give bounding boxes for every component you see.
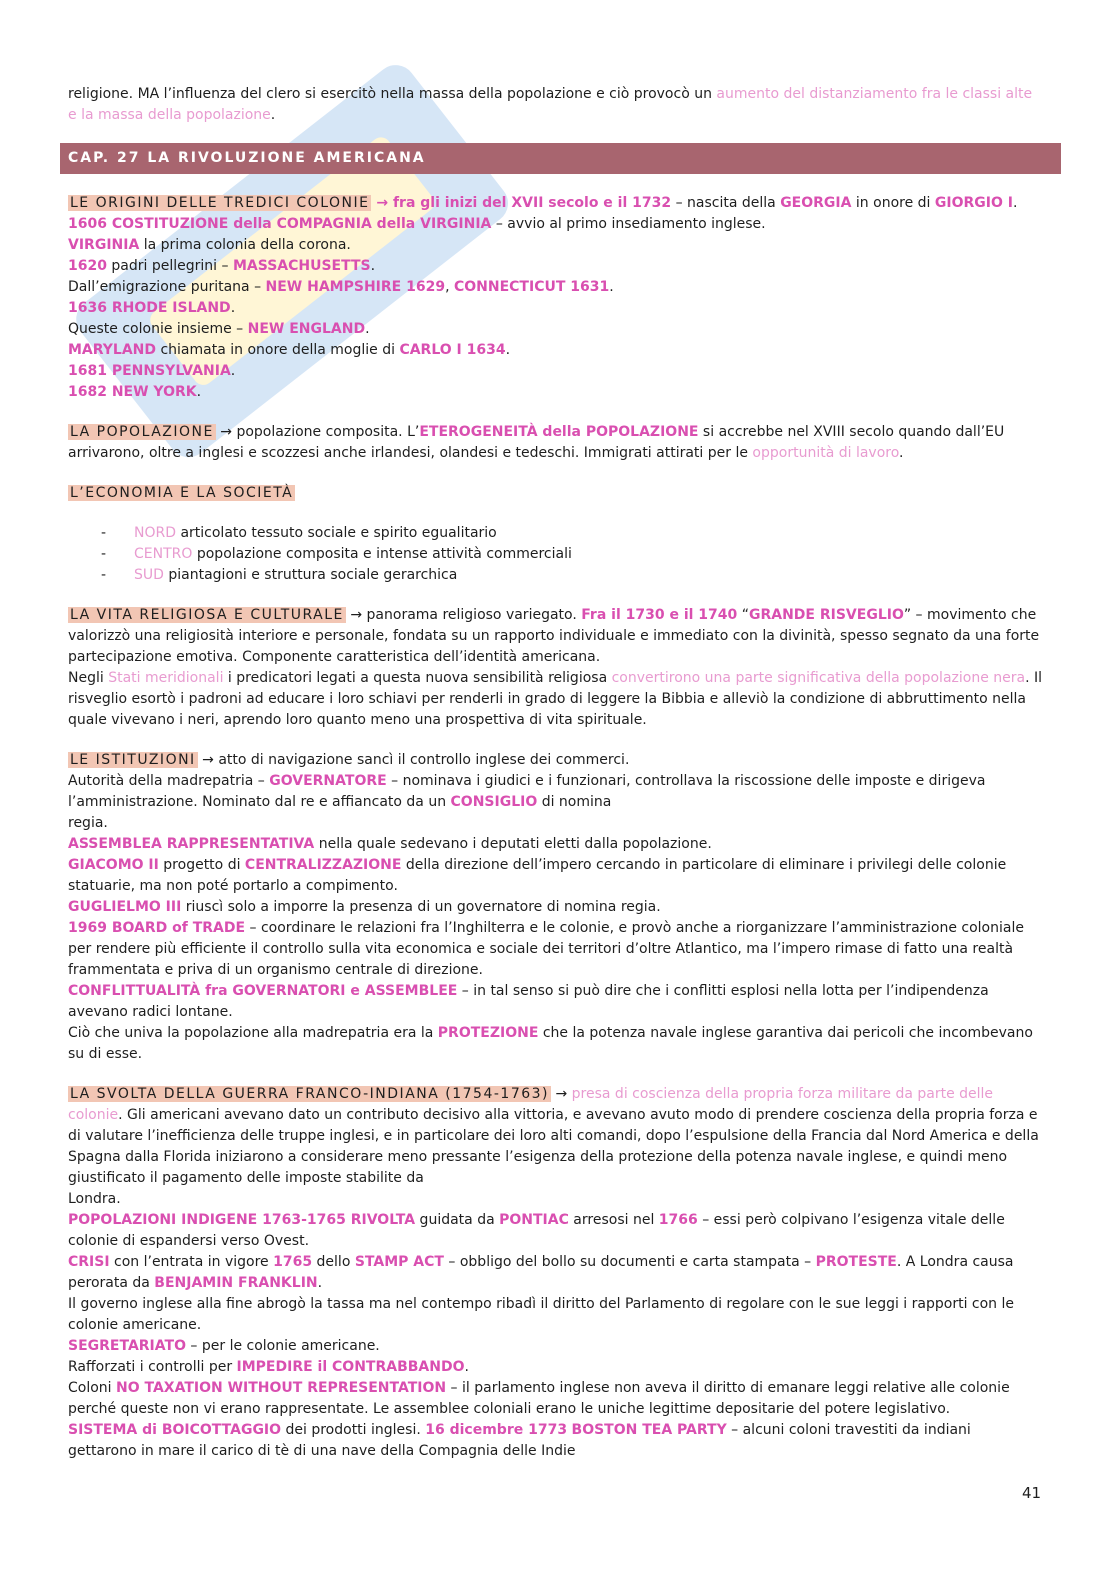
intro-paragraph: religione. MA l’influenza del clero si esercitò nella massa della popolazione e ciò provocò un aumento del distanziamento fra le classi alte e la massa della popolazione. — [68, 86, 1033, 123]
svolta-paragraph: LA SVOLTA DELLA GUERRA FRANCO-INDIANA (1754-1763) → presa di coscienza della propria forza militare da parte delle colonie. Gli americani avevano dato un contributo decisivo alla vittoria, e avevano avuto modo di prendere coscienza della propria forza e di valutare l’inefficienza delle truppe inglesi, e in particolare dei loro alti comandi, dopo l’espulsione della Francia dal Nord America e della Spagna dalla Florida iniziarono a considerare meno pressante l’esigenza della protezione della potenza navale inglese, e quindi meno giustificato il pagamento delle imposte stabilite da — [68, 1086, 1039, 1186]
religiosa-paragraph: LA VITA RELIGIOSA E CULTURALE → panorama religioso variegato. Fra il 1730 e il 1740 “GRANDE RISVEGLIO” – movimento che valorizzò una religiosità interiore e personale, fondata su un rapporto individuale e immediato con la divinità, spesso segnato da una forte partecipazione emotiva. Componente caratteristica dell’identità americana. — [68, 607, 1040, 665]
chapter-title: CAP. 27 LA RIVOLUZIONE AMERICANA — [60, 143, 1061, 174]
section-heading-istituzioni: LE ISTITUZIONI — [70, 752, 196, 768]
istituzioni-paragraph: LE ISTITUZIONI → atto di navigazione sancì il controllo inglese dei commerci. — [70, 752, 630, 768]
section-heading-origini: LE ORIGINI DELLE TREDICI COLONIE — [70, 195, 370, 211]
origini-paragraph: LE ORIGINI DELLE TREDICI COLONIE → fra gli inizi del XVII secolo e il 1732 – nascita della GEORGIA in onore di GIORGIO I. — [70, 195, 1018, 211]
section-heading-economia: L’ECONOMIA E LA SOCIETÀ — [70, 485, 294, 501]
list-item: - SUD piantagioni e struttura sociale gerarchica — [101, 565, 1043, 586]
list-item: - CENTRO popolazione composita e intense attività commerciali — [101, 544, 1043, 565]
economia-list — [68, 523, 1043, 586]
section-heading-religiosa: LA VITA RELIGIOSA E CULTURALE — [70, 607, 344, 623]
popolazione-paragraph: LA POPOLAZIONE → popolazione composita. L’ETEROGENEITÀ della POPOLAZIONE si accrebbe nel XVIII secolo quando dall’EU arrivarono, oltre a inglesi e scozzesi anche irlandesi, olandesi e tedeschi. Immigrati attirati per le opportunità di lavoro. — [68, 424, 1005, 461]
document-page: religione. MA l’influenza del clero si esercitò nella massa della popolazione e ciò provocò un aumento del distanziamento fra le classi alte e la massa della popolazione. CAP. 27 LA RIVOLUZIONE AMERICANA LE ORIGINI DELLE TREDICI COLONIE → fra gli inizi del XVII secolo e il 1732 – nascita della GEORGIA in onore di GIORGIO I. 1606 COSTITUZIONE della COMPAGNIA della VIRGINIA – avvio al primo insediamento inglese. VIRGINIA la prima colonia della corona. 1620 padri pellegrini – MASSACHUSETTS. Dall’emigrazione puritana – NEW HAMPSHIRE 1629, CONNECTICUT 1631. 1636 RHODE ISLAND. Queste colonie insieme – NEW ENGLAND. MARYLAND chiamata in onore della moglie di CARLO I 1634. 1681 PENNSYLVANIA. 1682 NEW YORK. LA POPOLAZIONE → popolazione composita. L’ETEROGENEITÀ della POPOLAZIONE si accrebbe nel XVIII secolo quando dall’EU arrivarono, oltre a inglesi e scozzesi anche irlandesi, olandesi e tedeschi. Immigrati attirati per le opportunità di lavoro. L’ECONOMIA E LA SOCIETÀ - NORD articolato tessuto sociale e spirito egualitario - CENTRO popolazione composita e intense attività commerciali - SUD piantagioni e struttura sociale gerarchica LA VITA RELIGIOSA E CULTURALE → panorama religioso variegato. Fra il 1730 e il 1740 “GRANDE RISVEGLIO” – movimento che valorizzò una religiosità interiore e personale, fondata su un rapporto individuale e immediato con la divinità, spesso segnato da una forte partecipazione emotiva. Componente caratteristica dell’identità americana. Negli Stati meridionali i predicatori legati a questa nuova sensibilità religiosa convertirono una parte significativa della popolazione nera. Il risveglio esortò i padroni ad educare i loro schiavi per renderli in grado di leggere la Bibbia e alleviò la condizione di abbruttimento nella quale vivevano i neri, aprendo loro quanto meno una prospettiva di vita spirituale. LE ISTITUZIONI → atto di navigazione sancì il controllo inglese dei commerci. Autorità della madrepatria – GOVERNATORE – nominava i giudici e i funzionari, controllava la riscossione delle imposte e dirigeva l’amministrazione. Nominato dal re e affiancato da un CONSIGLIO di nomina regia. ASSEMBLEA RAPPRESENTATIVA nella quale sedevano i deputati eletti dalla popolazione. GIACOMO II progetto di CENTRALIZZAZIONE della direzione dell’impero cercando in particolare di eliminare i privilegi delle colonie statuarie, ma non poté portarlo a compimento. GUGLIELMO III riuscì solo a imporre la presenza di un governatore di nomina regia. 1969 BOARD of TRADE – coordinare le relazioni fra l’Inghilterra e le colonie, e provò anche a riorganizzare l’amministrazione coloniale per rendere più efficiente il controllo sulla vita economica e sociale dei territori d’oltre Atlantico, ma l’impero rimase di fatto una realtà frammentata e priva di un organismo centrale di direzione. CONFLITTUALITÀ fra GOVERNATORI e ASSEMBLEE – in tal senso si può dire che i conflitti esplosi nella lotta per l’indipendenza avevano radici lontane. Ciò che univa la popolazione alla madrepatria era la PROTEZIONE che la potenza navale inglese garantiva dai pericoli che incombevano su di esse. LA SVOLTA DELLA GUERRA FRANCO-INDIANA (1754-1763) → presa di coscienza della propria forza militare da parte delle colonie. Gli americani avevano dato un contributo decisivo alla vittoria, e avevano avuto modo di prendere coscienza della propria forza e di valutare l’inefficienza delle truppe inglesi, e in particolare dei loro alti comandi, dopo l’espulsione della Francia dal Nord America e della Spagna dalla Florida iniziarono a considerare meno pressante l’esigenza della protezione della potenza navale inglese, e quindi meno giustificato il pagamento delle imposte stabilite da Londra. POPOLAZIONI INDIGENE 1763-1765 RIVOLTA guidata da PONTIAC arresosi nel 1766 – essi però colpivano l’esigenza vitale delle colonie di espandersi verso Ovest. CRISI con l’entrata in vigore 1765 dello STAMP ACT – obbligo del bollo su documenti e carta stampata – PROTESTE. A Londra causa perorata da BENJAMIN FRANKLIN. Il governo inglese alla fine abrogò la tassa ma nel contempo ribadì il diritto del Parlamento di regolare con le sue leggi i rapporti con le colonie americane. SEGRETARIATO – per le colonie americane. Rafforzati i controlli per IMPEDIRE il CONTRABBANDO. Coloni NO TAXATION WITHOUT REPRESENTATION – il parlamento inglese non aveva il diritto di emanare leggi relative alle colonie perché queste non vi erano rappresentate. Le assemblee coloniali erano le uniche legittime depositarie del potere legislativo. SISTEMA di BOICOTTAGGIO dei prodotti inglesi. 16 dicembre 1773 BOSTON TEA PARTY – alcuni coloni travestiti da indiani gettarono in mare il carico di tè di una nave della Compagnia delle Indie — [68, 84, 1043, 1462]
list-item: - NORD articolato tessuto sociale e spirito egualitario — [101, 523, 1043, 544]
section-heading-popolazione: LA POPOLAZIONE — [70, 424, 214, 440]
page-number: 41 — [1022, 1484, 1042, 1502]
section-heading-svolta: LA SVOLTA DELLA GUERRA FRANCO-INDIANA (1754-1763) — [70, 1086, 550, 1102]
